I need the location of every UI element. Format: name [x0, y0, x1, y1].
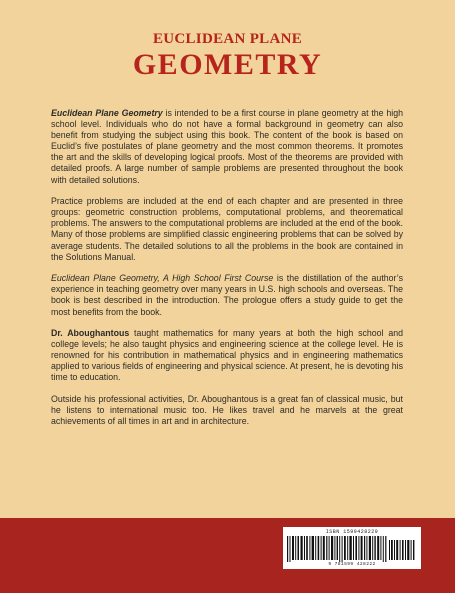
paragraph-practice: Practice problems are included at the end of each chapter and are presented in three groups: geometric construction problems, computational problems, and theorematical problems. The answers to the computational problems are included at the end of the book. Many of those problems are simplified classic engineering problems that can be solved by average students. The detailed solutions to all the problems in the book are contained in the Solutions Manual. — [51, 196, 403, 262]
main-title: GEOMETRY — [132, 48, 323, 81]
paragraph-intro — [51, 108, 403, 186]
paragraph-hobbies: Outside his professional activities, Dr. Aboughantous is a great fan of classical music, but he listens to international music too. He likes travel and he marvels at the great achievements of all times in art and in architecture. — [51, 394, 403, 427]
book-title-inline: Euclidean Plane Geometry — [51, 108, 163, 118]
barcode — [283, 527, 421, 569]
blurb-text — [51, 108, 403, 438]
isbn-label: ISBN 1599428229 — [325, 529, 379, 535]
author-name: Dr. Aboughantous — [51, 328, 130, 339]
paragraph-author — [51, 328, 403, 383]
paragraph-author-body: taught mathematics for many years at both the high school and college levels; he also taught physics and engineering science at the college level. He is renowned for his contribution in mathematical physics and in engineering mathematics applied to various fields of engineering and physical science. At present, he is devoting his time to education. — [51, 328, 403, 383]
barcode-bars-icon — [287, 536, 417, 562]
barcode-digits: 9 781599 428222 — [328, 562, 376, 567]
paragraph-distillation-body: is the distillation of the author’s experience in teaching geometry over many years in U.S. high schools and overseas. The book is best described in the introduction. The prologue offers a study guide to get the most benefits from the book. — [51, 273, 403, 317]
series-title: EUCLIDEAN PLANE — [152, 31, 303, 47]
full-title-inline: Euclidean Plane Geometry, A High School First Course — [51, 273, 274, 284]
paragraph-distillation — [51, 273, 403, 317]
paragraph-intro-body: is intended to be a first course in plane geometry at the high school level. Individuals who do not have a formal background in geometry can also benefit from studying the subject using this book. The content of the book is based on Euclid’s five postulates of plane geometry and the most common theorems. It promotes the art and the skills of developing logical proofs. Most of the theorems are provided with detailed proofs. A large number of sample problems are presented throughout the book with detailed solutions. — [51, 108, 403, 185]
